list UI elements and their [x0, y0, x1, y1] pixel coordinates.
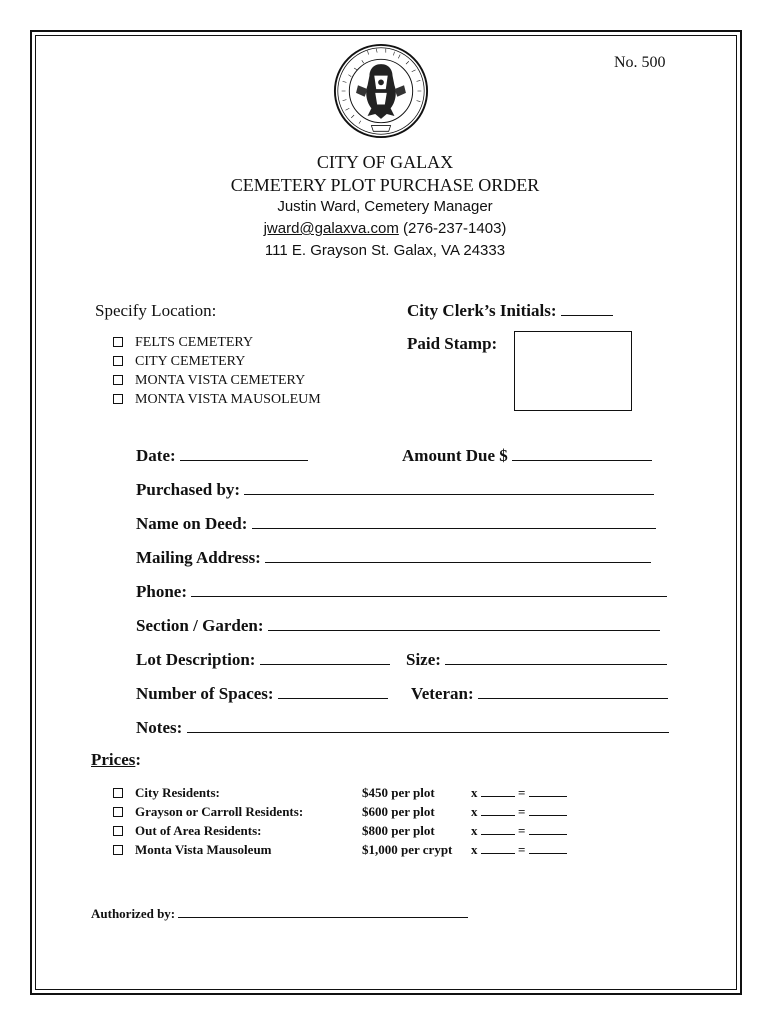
checkbox[interactable] [113, 845, 123, 855]
checkbox[interactable] [113, 394, 123, 404]
clerk-initials-field[interactable]: City Clerk’s Initials: [407, 301, 613, 321]
header-contact [0, 220, 770, 237]
checkbox[interactable] [113, 788, 123, 798]
amount-due-field[interactable]: Amount Due $ [402, 446, 652, 466]
authorized-by-field[interactable]: Authorized by: [91, 906, 468, 922]
price-value: $600 per plot [362, 804, 435, 819]
header-address: 111 E. Grayson St. Galax, VA 24333 [264, 242, 506, 259]
price-value: $1,000 per crypt [362, 842, 453, 857]
price-row[interactable]: Out of Area Residents: [113, 823, 262, 839]
checkbox[interactable] [113, 826, 123, 836]
header-title: CEMETERY PLOT PURCHASE ORDER [230, 175, 540, 195]
price-calc[interactable]: x = [471, 785, 567, 801]
location-option-monta-vista-cemetery[interactable]: MONTA VISTA CEMETERY [113, 373, 305, 389]
section-garden-field[interactable]: Section / Garden: [136, 616, 660, 636]
phone-field[interactable]: Phone: [136, 582, 667, 602]
city-seal-icon [333, 43, 429, 139]
number-of-spaces-field[interactable]: Number of Spaces: [136, 684, 388, 704]
purchased-by-field[interactable]: Purchased by: [136, 480, 654, 500]
mailing-address-field[interactable]: Mailing Address: [136, 548, 651, 568]
prices-heading: Prices: [91, 750, 142, 769]
specify-location-label: Specify Location: [95, 301, 217, 320]
price-value: $450 per plot [362, 785, 435, 800]
notes-field[interactable]: Notes: [136, 718, 669, 738]
date-field[interactable]: Date: [136, 446, 308, 466]
paid-stamp-box[interactable] [514, 331, 632, 411]
document-number: No. 500 [614, 54, 666, 71]
veteran-field[interactable]: Veteran: [411, 684, 668, 704]
paid-stamp-label: Paid Stamp: [407, 334, 498, 353]
checkbox[interactable] [113, 375, 123, 385]
price-row[interactable]: Monta Vista Mausoleum [113, 842, 272, 858]
location-option-city[interactable]: CITY CEMETERY [113, 354, 245, 370]
price-row[interactable]: Grayson or Carroll Residents: [113, 804, 303, 820]
lot-description-field[interactable]: Lot Description: [136, 650, 390, 670]
price-calc[interactable]: x = [471, 823, 567, 839]
header-phone: (276-237-1403) [403, 220, 507, 237]
checkbox[interactable] [113, 337, 123, 347]
header-manager: Justin Ward, Cemetery Manager [277, 198, 493, 215]
price-calc[interactable]: x = [471, 842, 567, 858]
size-field[interactable]: Size: [406, 650, 667, 670]
header-city: CITY OF GALAX [316, 152, 454, 172]
checkbox[interactable] [113, 356, 123, 366]
name-on-deed-field[interactable]: Name on Deed: [136, 514, 656, 534]
price-row[interactable]: City Residents: [113, 785, 220, 801]
location-option-felts[interactable]: FELTS CEMETERY [113, 335, 253, 351]
location-option-monta-vista-mausoleum[interactable]: MONTA VISTA MAUSOLEUM [113, 392, 321, 408]
email-link[interactable]: jward@galaxva.com [263, 220, 399, 237]
price-value: $800 per plot [362, 823, 435, 838]
price-calc[interactable]: x = [471, 804, 567, 820]
checkbox[interactable] [113, 807, 123, 817]
